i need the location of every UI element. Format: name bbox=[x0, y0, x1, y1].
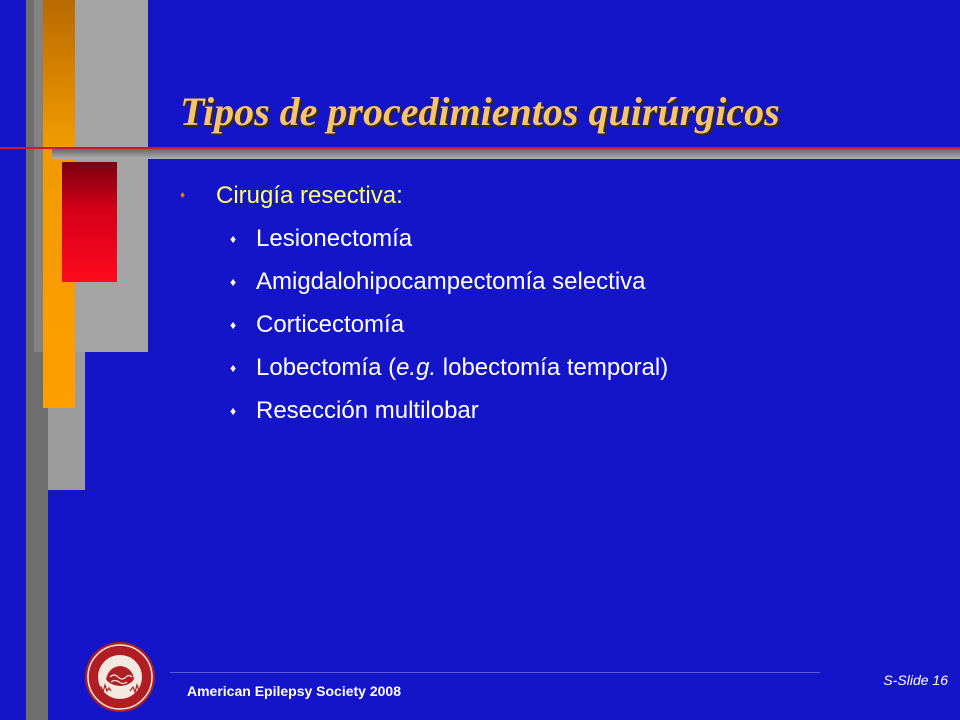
diamond-bullet-icon: ♦ bbox=[230, 318, 237, 332]
diamond-bullet-icon: ♦ bbox=[180, 190, 186, 201]
footer-rule bbox=[170, 672, 820, 673]
diamond-bullet-icon: ♦ bbox=[230, 361, 237, 375]
diamond-bullet-icon: ♦ bbox=[230, 404, 237, 418]
diamond-bullet-icon: ♦ bbox=[230, 232, 237, 246]
bullet-label-italic: e.g. bbox=[396, 354, 437, 381]
slide-number: S-Slide 16 bbox=[883, 672, 948, 688]
footer-organization: American Epilepsy Society 2008 bbox=[187, 683, 401, 699]
bullet-label bbox=[256, 354, 668, 382]
bullet-label: Cirugía resectiva: bbox=[216, 182, 403, 209]
bullet-label: Amigdalohipocampectomía selectiva bbox=[256, 268, 646, 295]
decorative-red-block bbox=[62, 162, 117, 282]
title-red-line bbox=[0, 147, 960, 149]
bullet-label: Lesionectomía bbox=[256, 225, 413, 252]
slide-title: Tipos de procedimientos quirúrgicos bbox=[180, 89, 780, 134]
bullet-label-prefix: Lobectomía ( bbox=[256, 354, 397, 381]
american-epilepsy-society-seal-icon bbox=[84, 641, 156, 713]
diamond-bullet-icon: ♦ bbox=[230, 275, 237, 289]
bullet-label: Resección multilobar bbox=[256, 397, 479, 424]
bullet-label: Corticectomía bbox=[256, 311, 405, 338]
bullet-label-suffix: lobectomía temporal) bbox=[436, 354, 669, 381]
